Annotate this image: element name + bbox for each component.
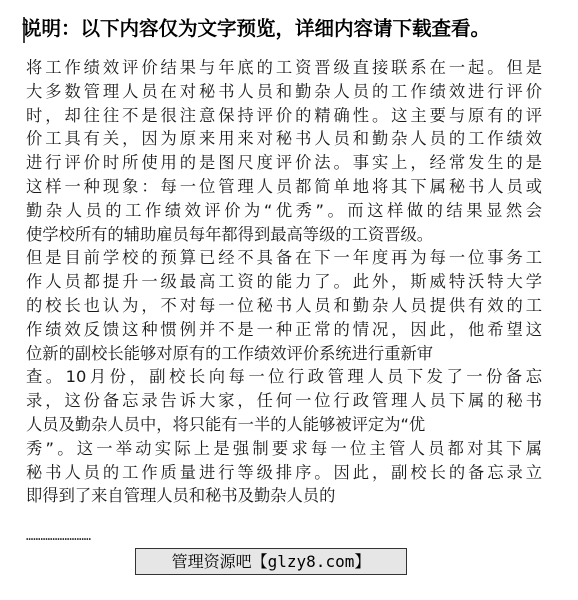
- body-line: 即得到了来自管理人员和秘书及勤杂人员的: [26, 486, 336, 506]
- body-line: 勤杂人员的工作绩效评价为“优秀”。而这样做的结果显然会: [26, 200, 542, 220]
- preview-notice: 说明：以下内容仅为文字预览，详细内容请下载查看。: [22, 17, 491, 40]
- body-line: 位新的副校长能够对原有的工作绩效评价系统进行重新审: [26, 343, 434, 363]
- document-body: [26, 56, 542, 508]
- body-line: 录，这份备忘录告诉大家，任何一位行政管理人员下属的秘书: [26, 391, 542, 411]
- body-line: 作绩效反馈这种惯例并不是一种正常的情况，因此，他希望这: [26, 319, 542, 339]
- body-line: 将工作绩效评价结果与年底的工资晋级直接联系在一起。但是: [26, 58, 542, 77]
- body-line: 大多数管理人员在对秘书人员和勤杂人员的工作绩效进行评价: [26, 81, 542, 101]
- body-line: 时，却往往不是很注意保持评价的精确性。这主要与原有的评: [26, 105, 542, 125]
- body-line: 人员及勤杂人员中，将只能有一半的人能够被评定为“优: [26, 414, 426, 434]
- body-line: 秀”。这一举动实际上是强制要求每一位主管人员都对其下属: [26, 438, 542, 458]
- body-line: 价工具有关，因为原来用来对秘书人员和勤杂人员的工作绩效: [26, 129, 542, 149]
- body-line: 使学校所有的辅助雇员每年都得到最高等级的工资晋级。: [26, 224, 434, 244]
- source-link-button[interactable]: 管理资源吧【glzy8.com】: [135, 548, 407, 575]
- body-line: 的校长也认为，不对每一位秘书人员和勤杂人员提供有效的工: [26, 295, 542, 315]
- body-line: 这样一种现象：每一位管理人员都简单地将其下属秘书人员或: [26, 176, 542, 196]
- truncation-ellipsis: ………………………: [26, 529, 92, 543]
- body-line: 作人员都提升一级最高工资的能力了。此外，斯威特沃特大学: [26, 272, 542, 292]
- body-line: 秘书人员的工作质量进行等级排序。因此，副校长的备忘录立: [26, 462, 542, 482]
- body-line: 查。10月份，副校长向每一位行政管理人员下发了一份备忘: [26, 367, 542, 387]
- body-line: 但是目前学校的预算已经不具备在下一年度再为每一位事务工: [26, 248, 542, 268]
- body-line: 进行评价时所使用的是图尺度评价法。事实上，经常发生的是: [26, 153, 542, 173]
